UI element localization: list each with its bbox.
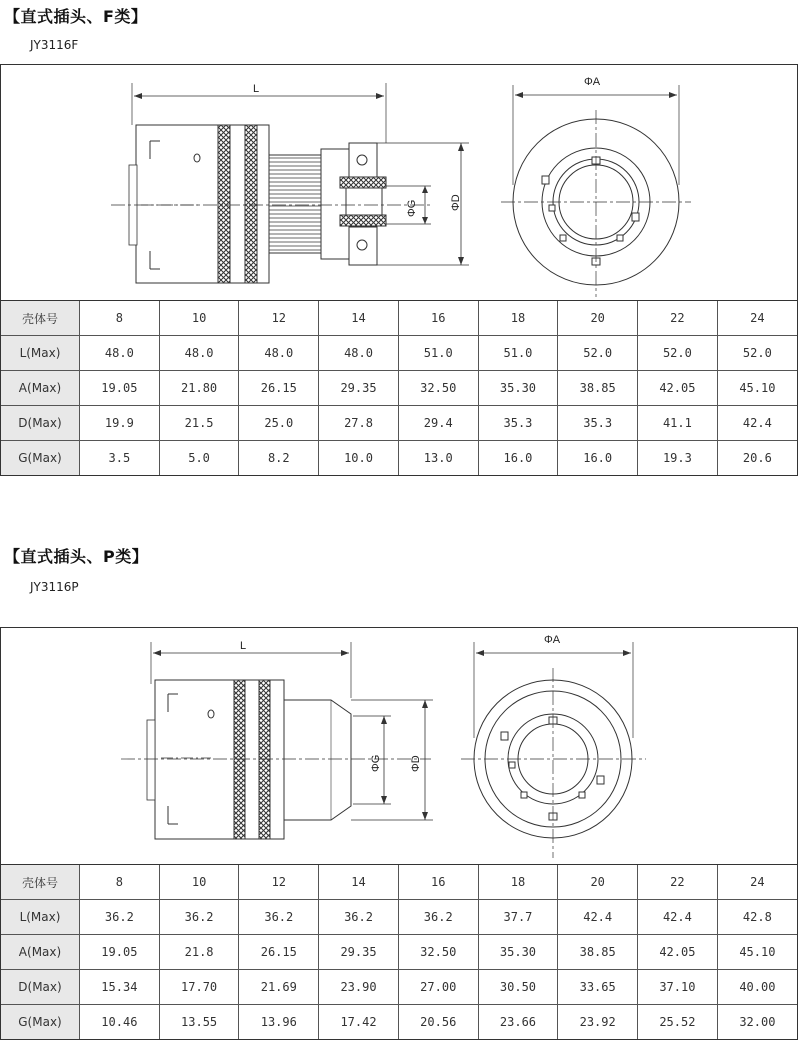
table-header-row bbox=[1, 301, 797, 336]
table-cell: 13.55 bbox=[159, 1005, 239, 1040]
table-cell: 30.50 bbox=[478, 970, 558, 1005]
shell-cell: 22 bbox=[638, 865, 718, 900]
shell-cell: 20 bbox=[558, 865, 638, 900]
f-label-G: ΦG bbox=[406, 199, 418, 217]
section-f-table bbox=[1, 301, 797, 475]
table-cell: 25.0 bbox=[239, 406, 319, 441]
table-cell: 48.0 bbox=[80, 336, 160, 371]
table-cell: 20.6 bbox=[717, 441, 797, 476]
section-p-title: 【直式插头、P类】 bbox=[4, 547, 149, 566]
table-cell: 5.0 bbox=[159, 441, 239, 476]
table-cell: 27.00 bbox=[398, 970, 478, 1005]
shell-cell: 10 bbox=[159, 865, 239, 900]
table-cell: 51.0 bbox=[398, 336, 478, 371]
table-cell: 21.69 bbox=[239, 970, 319, 1005]
p-label-D: ΦD bbox=[410, 755, 422, 772]
shell-header: 壳体号 bbox=[1, 301, 80, 336]
table-cell: 29.35 bbox=[319, 935, 399, 970]
row-label: L(Max) bbox=[1, 900, 80, 935]
f-label-A: ΦA bbox=[584, 76, 601, 88]
section-p-table bbox=[1, 865, 797, 1039]
table-row bbox=[1, 371, 797, 406]
table-row bbox=[1, 406, 797, 441]
row-label: D(Max) bbox=[1, 406, 80, 441]
table-row bbox=[1, 970, 797, 1005]
table-cell: 19.9 bbox=[80, 406, 160, 441]
table-cell: 19.05 bbox=[80, 371, 160, 406]
p-label-L: L bbox=[240, 640, 247, 652]
table-cell: 33.65 bbox=[558, 970, 638, 1005]
table-cell: 38.85 bbox=[558, 371, 638, 406]
section-f-drawing bbox=[1, 65, 797, 301]
table-cell: 52.0 bbox=[717, 336, 797, 371]
table-row bbox=[1, 1005, 797, 1040]
table-cell: 36.2 bbox=[80, 900, 160, 935]
section-f-panel bbox=[0, 64, 798, 476]
shell-cell: 8 bbox=[80, 301, 160, 336]
table-cell: 16.0 bbox=[558, 441, 638, 476]
table-cell: 25.52 bbox=[638, 1005, 718, 1040]
shell-cell: 24 bbox=[717, 865, 797, 900]
row-label: A(Max) bbox=[1, 935, 80, 970]
table-cell: 35.3 bbox=[558, 406, 638, 441]
section-p-drawing bbox=[1, 628, 797, 865]
table-cell: 10.46 bbox=[80, 1005, 160, 1040]
shell-header: 壳体号 bbox=[1, 865, 80, 900]
table-cell: 36.2 bbox=[398, 900, 478, 935]
table-cell: 42.4 bbox=[638, 900, 718, 935]
table-cell: 27.8 bbox=[319, 406, 399, 441]
table-cell: 48.0 bbox=[239, 336, 319, 371]
shell-cell: 12 bbox=[239, 301, 319, 336]
table-cell: 29.35 bbox=[319, 371, 399, 406]
table-cell: 42.05 bbox=[638, 371, 718, 406]
section-f-title: 【直式插头、F类】 bbox=[4, 7, 148, 26]
table-cell: 20.56 bbox=[398, 1005, 478, 1040]
table-row bbox=[1, 935, 797, 970]
table-cell: 23.90 bbox=[319, 970, 399, 1005]
table-cell: 26.15 bbox=[239, 935, 319, 970]
section-p-panel bbox=[0, 627, 798, 1040]
shell-cell: 8 bbox=[80, 865, 160, 900]
table-cell: 37.7 bbox=[478, 900, 558, 935]
row-label: A(Max) bbox=[1, 371, 80, 406]
section-p-model: JY3116P bbox=[30, 580, 79, 594]
section-f-model: JY3116F bbox=[30, 38, 79, 52]
table-cell: 36.2 bbox=[319, 900, 399, 935]
table-cell: 8.2 bbox=[239, 441, 319, 476]
shell-cell: 12 bbox=[239, 865, 319, 900]
table-cell: 32.50 bbox=[398, 371, 478, 406]
table-cell: 21.5 bbox=[159, 406, 239, 441]
table-cell: 42.8 bbox=[717, 900, 797, 935]
table-cell: 21.8 bbox=[159, 935, 239, 970]
f-label-D: ΦD bbox=[450, 194, 462, 211]
table-cell: 19.3 bbox=[638, 441, 718, 476]
shell-cell: 18 bbox=[478, 865, 558, 900]
table-row bbox=[1, 900, 797, 935]
table-cell: 51.0 bbox=[478, 336, 558, 371]
table-cell: 52.0 bbox=[558, 336, 638, 371]
table-cell: 13.0 bbox=[398, 441, 478, 476]
table-cell: 13.96 bbox=[239, 1005, 319, 1040]
table-cell: 52.0 bbox=[638, 336, 718, 371]
table-cell: 45.10 bbox=[717, 371, 797, 406]
table-cell: 42.4 bbox=[717, 406, 797, 441]
table-cell: 19.05 bbox=[80, 935, 160, 970]
table-cell: 17.42 bbox=[319, 1005, 399, 1040]
table-cell: 37.10 bbox=[638, 970, 718, 1005]
table-cell: 41.1 bbox=[638, 406, 718, 441]
table-cell: 23.92 bbox=[558, 1005, 638, 1040]
table-cell: 48.0 bbox=[319, 336, 399, 371]
table-cell: 36.2 bbox=[159, 900, 239, 935]
table-cell: 23.66 bbox=[478, 1005, 558, 1040]
table-cell: 38.85 bbox=[558, 935, 638, 970]
table-cell: 40.00 bbox=[717, 970, 797, 1005]
row-label: G(Max) bbox=[1, 1005, 80, 1040]
section-p-side-view bbox=[1, 628, 797, 864]
table-cell: 29.4 bbox=[398, 406, 478, 441]
table-cell: 35.3 bbox=[478, 406, 558, 441]
shell-cell: 24 bbox=[717, 301, 797, 336]
shell-cell: 10 bbox=[159, 301, 239, 336]
f-label-L: L bbox=[253, 83, 260, 95]
table-cell: 3.5 bbox=[80, 441, 160, 476]
shell-cell: 22 bbox=[638, 301, 718, 336]
p-label-A: ΦA bbox=[544, 634, 561, 646]
shell-cell: 14 bbox=[319, 865, 399, 900]
table-cell: 32.00 bbox=[717, 1005, 797, 1040]
table-header-row bbox=[1, 865, 797, 900]
shell-cell: 16 bbox=[398, 865, 478, 900]
table-cell: 35.30 bbox=[478, 371, 558, 406]
table-cell: 42.4 bbox=[558, 900, 638, 935]
row-label: D(Max) bbox=[1, 970, 80, 1005]
table-cell: 42.05 bbox=[638, 935, 718, 970]
shell-cell: 18 bbox=[478, 301, 558, 336]
table-cell: 17.70 bbox=[159, 970, 239, 1005]
table-cell: 21.80 bbox=[159, 371, 239, 406]
table-cell: 35.30 bbox=[478, 935, 558, 970]
table-cell: 32.50 bbox=[398, 935, 478, 970]
shell-cell: 16 bbox=[398, 301, 478, 336]
table-cell: 36.2 bbox=[239, 900, 319, 935]
row-label: L(Max) bbox=[1, 336, 80, 371]
table-cell: 48.0 bbox=[159, 336, 239, 371]
table-cell: 16.0 bbox=[478, 441, 558, 476]
table-cell: 26.15 bbox=[239, 371, 319, 406]
table-cell: 15.34 bbox=[80, 970, 160, 1005]
table-cell: 45.10 bbox=[717, 935, 797, 970]
p-label-G: ΦG bbox=[370, 754, 382, 772]
shell-cell: 14 bbox=[319, 301, 399, 336]
table-row bbox=[1, 441, 797, 476]
row-label: G(Max) bbox=[1, 441, 80, 476]
table-cell: 10.0 bbox=[319, 441, 399, 476]
section-f-side-view bbox=[1, 65, 797, 300]
shell-cell: 20 bbox=[558, 301, 638, 336]
table-row bbox=[1, 336, 797, 371]
